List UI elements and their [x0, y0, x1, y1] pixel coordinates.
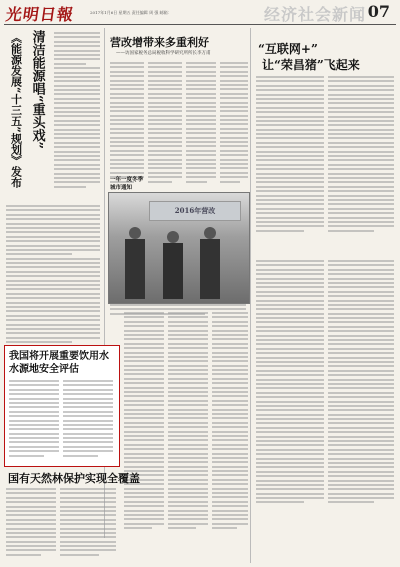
- center-lower-col-1: [124, 312, 164, 532]
- left-lead-headline: 清洁能源唱“重头戏”: [29, 30, 45, 149]
- right-lower-col-1: [256, 260, 324, 506]
- dateline: 2017年1月6日 星期五 责任编辑 周 强 邮箱：: [90, 10, 172, 15]
- center-text-col-3: [186, 62, 216, 185]
- center-text-col-1: [110, 62, 144, 185]
- center-text-col-2: [148, 62, 182, 185]
- photo-banner: 2016年营改: [149, 201, 241, 221]
- person-body: [163, 243, 183, 299]
- bottom-left-col-2: [60, 488, 116, 558]
- right-text-col-2: [328, 76, 394, 234]
- left-lead-text: [54, 32, 100, 190]
- center-lower-col-2: [168, 312, 208, 532]
- center-lower-col-3: [212, 312, 248, 532]
- person-head: [129, 227, 141, 239]
- news-photo: [108, 192, 250, 304]
- boxed-article: [4, 345, 120, 467]
- person-body: [125, 239, 145, 299]
- page-number: 07: [367, 2, 390, 21]
- column-divider: [250, 28, 251, 563]
- section-title: 经济社会新闻: [263, 5, 366, 24]
- person-head: [167, 231, 179, 243]
- newspaper-masthead: 光明日報: [4, 5, 76, 24]
- person-head: [204, 227, 216, 239]
- center-lead-subtitle: ——访国家税务总局税收科学研究所所长李万甫: [116, 51, 211, 56]
- right-lower-col-2: [328, 260, 394, 506]
- header-rule: [4, 24, 396, 25]
- right-lead-line2: 让“荣昌猪”飞起来: [262, 58, 360, 72]
- right-text-col-1: [256, 76, 324, 234]
- boxed-article-text: [9, 380, 59, 459]
- left-lead-subheadline: 《能源发展“十三五”规划》发布: [9, 32, 23, 188]
- center-lead-headline: 营改增带来多重利好: [110, 36, 209, 49]
- center-text-col-4: [220, 62, 248, 185]
- right-lead-line1: “互联网+”: [258, 42, 318, 56]
- small-headline: 一年一度冬季: [110, 177, 144, 183]
- boxed-article-headline: 我国将开展重要饮用水水源地安全评估: [9, 351, 109, 375]
- boxed-article-text: [63, 380, 113, 459]
- person-body: [200, 239, 220, 299]
- small-headline: 城市通知: [110, 185, 133, 191]
- bottom-left-col-1: [6, 488, 56, 558]
- bottom-left-headline: 国有天然林保护实现全覆盖: [8, 472, 140, 485]
